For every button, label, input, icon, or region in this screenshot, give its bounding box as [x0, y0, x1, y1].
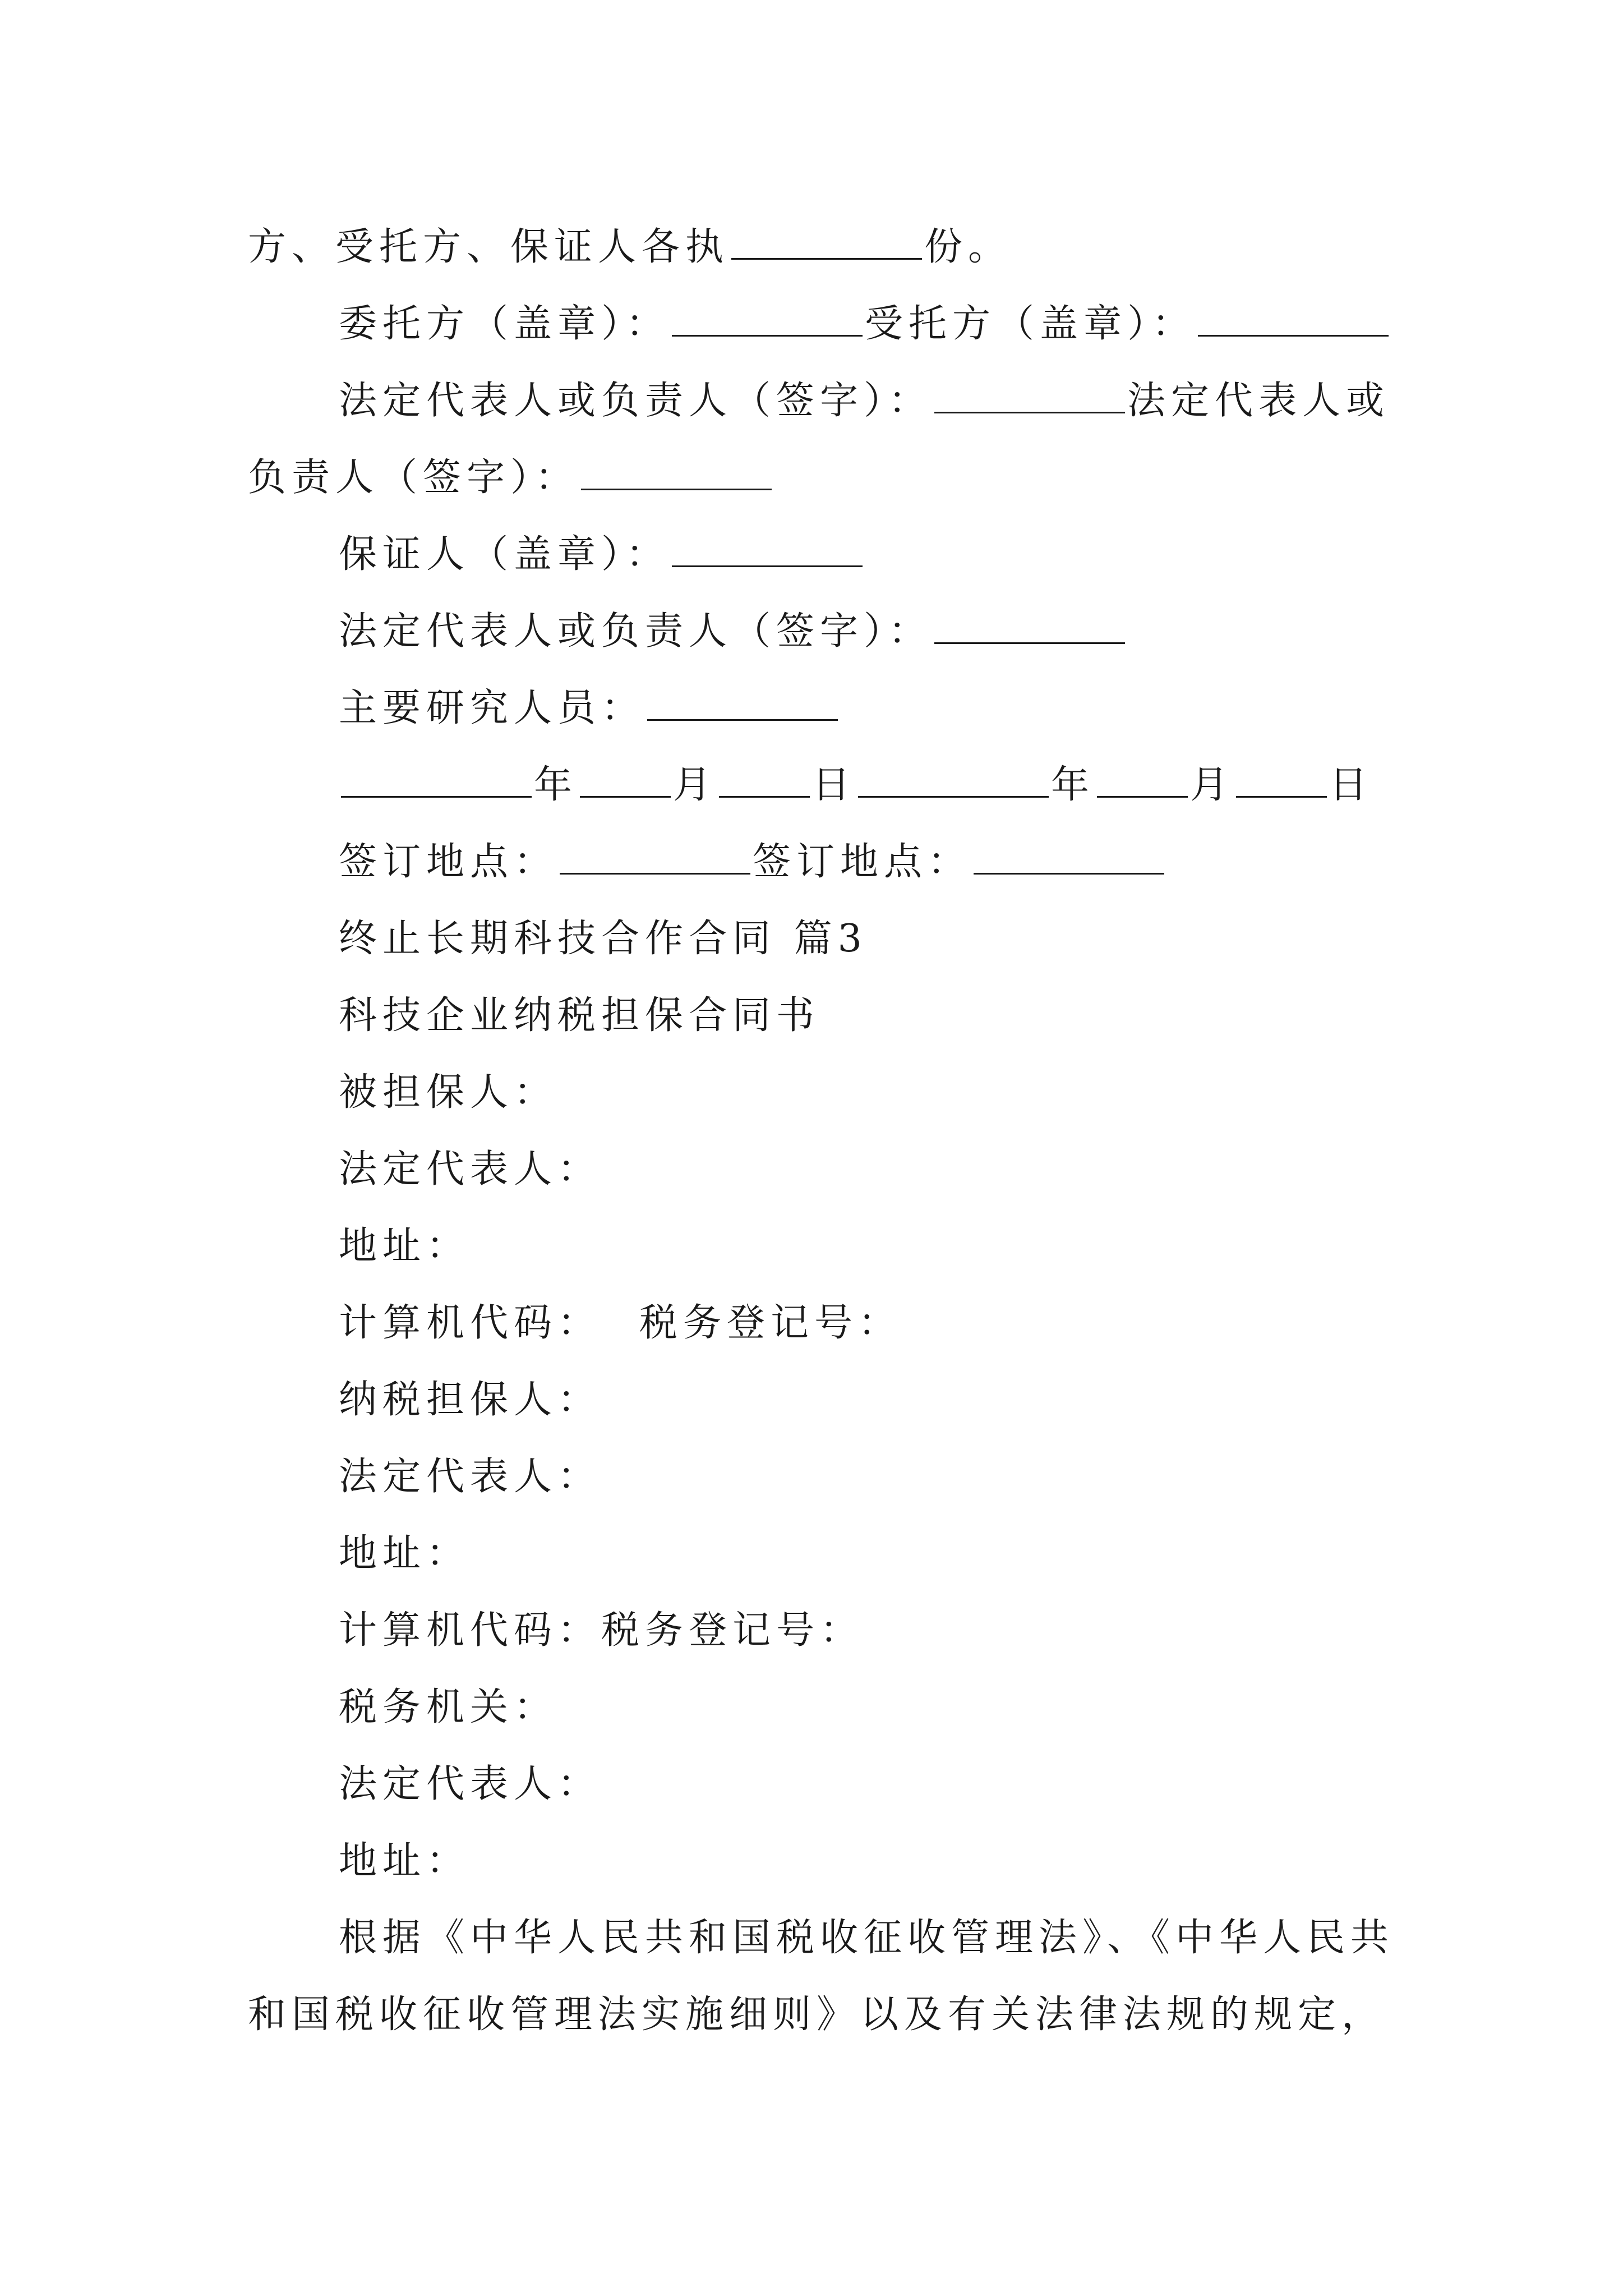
blank-place-2: [974, 836, 1164, 875]
day-label-2: 日: [1329, 763, 1373, 807]
blank-legal-rep: [934, 375, 1125, 413]
researchers-line: [248, 670, 1381, 747]
legal-rep-label-a: 法定代表人：: [339, 1147, 602, 1191]
guarantor-seal-label: 保证人（盖章）：: [339, 532, 670, 577]
blank-day-1: [719, 760, 810, 798]
trustee-seal-label: 受托方（盖章）：: [865, 302, 1196, 346]
tax-authority-label: 税务机关：: [339, 1685, 558, 1729]
paragraph-line-2: 和国税收征收管理法实施细则》以及有关法律法规的规定，: [248, 1993, 1386, 2037]
legal-rep-cont-label: 负责人（签字）：: [248, 455, 579, 500]
place-line: [248, 823, 1381, 900]
blank-day-2: [1236, 760, 1327, 798]
month-label-2: 月: [1190, 763, 1234, 807]
guarantor-rep-label: 法定代表人或负责人（签字）：: [339, 609, 933, 654]
blank-year-1: [341, 760, 532, 798]
client-seal-label: 委托方（盖章）：: [339, 302, 670, 346]
blank-legal-rep-2: [581, 452, 772, 490]
legal-rep-label: 法定代表人或负责人（签字）：: [339, 379, 933, 423]
computer-code-label-a: 计算机代码：: [339, 1301, 602, 1345]
legal-rep-label-c: 法定代表人：: [339, 1762, 602, 1806]
contract-title: 科技企业纳税担保合同书: [339, 993, 820, 1038]
blank-researchers: [647, 683, 838, 721]
code-line-b: 计算机代码：税务登记号：: [339, 1608, 864, 1653]
month-label-1: 月: [673, 763, 717, 807]
legal-rep-label-b: 法定代表人：: [339, 1455, 602, 1499]
paragraph-line-1: 根据《中华人民共和国税收征收管理法》、《中华人民共: [339, 1916, 1395, 1960]
copies-suffix: 份。: [924, 225, 1012, 269]
researchers-label: 主要研究人员：: [339, 686, 645, 730]
address-label-c: 地址：: [339, 1839, 471, 1883]
blank-month-2: [1097, 760, 1188, 798]
blank-place-1: [560, 836, 750, 875]
place-label-1: 签订地点：: [339, 840, 558, 884]
blank-guarantor-rep: [934, 606, 1125, 644]
legal-rep-line: [248, 362, 1390, 439]
blank-month-1: [580, 760, 671, 798]
seal-line: [248, 286, 1381, 362]
year-label-2: 年: [1051, 763, 1095, 807]
code-line-a: [248, 1285, 1381, 1361]
blank-year-2: [858, 760, 1049, 798]
guarantor-seal-line: [248, 516, 1381, 593]
document-body: [248, 209, 1395, 2053]
tax-reg-label-a: 税务登记号：: [639, 1301, 902, 1345]
blank-trustee-seal: [1198, 298, 1389, 337]
blank-guarantor-seal: [672, 529, 863, 567]
legal-rep-label-2: 法定代表人或: [1127, 379, 1390, 423]
year-label-1: 年: [534, 763, 578, 807]
legal-rep-cont-line: [248, 439, 1381, 516]
copies-text: 方、受托方、保证人各执: [248, 225, 730, 269]
guaranteed-party-label: 被担保人：: [339, 1070, 558, 1115]
day-label-1: 日: [812, 763, 856, 807]
date-line: [248, 747, 1381, 823]
address-label-a: 地址：: [339, 1224, 471, 1268]
address-label-b: 地址：: [339, 1531, 471, 1576]
copies-line: [248, 209, 1381, 286]
place-label-2: 签订地点：: [753, 840, 972, 884]
blank-copies: [731, 222, 922, 260]
tax-guarantor-label: 纳税担保人：: [339, 1378, 602, 1422]
section-heading: 终止长期科技合作合同 篇3: [339, 917, 868, 961]
blank-client-seal: [672, 298, 863, 337]
guarantor-rep-line: [248, 593, 1381, 670]
